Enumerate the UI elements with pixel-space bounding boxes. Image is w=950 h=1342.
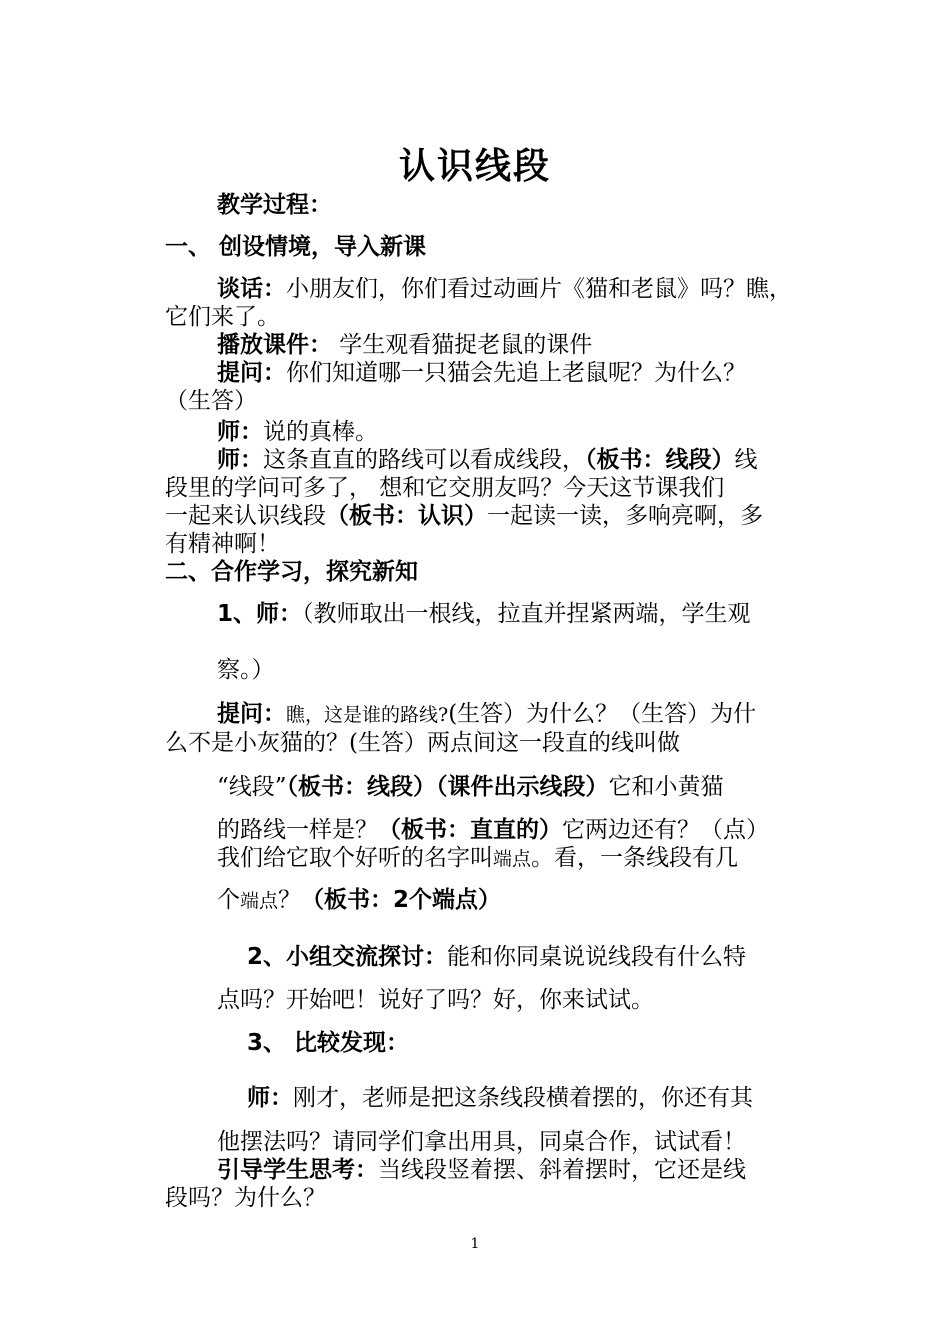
paragraph-line — [247, 1084, 872, 1112]
text-run: 一起来认识线段 — [165, 503, 326, 529]
bold-text-run: 师： — [217, 447, 263, 473]
paragraph-line — [165, 1184, 790, 1212]
text-run: 段吗？为什么？ — [165, 1185, 326, 1211]
section-heading — [165, 558, 790, 586]
bold-text-run: 3、 比较发现： — [247, 1030, 410, 1056]
bold-text-run: 播放课件： — [217, 332, 332, 358]
paragraph-line — [165, 502, 790, 530]
text-run: 我们给它取个好听的名字叫 — [217, 845, 493, 871]
text-run: 它两边还有？（点） — [562, 817, 769, 843]
text-run: 能和你同桌说说线段有什么特 — [447, 944, 747, 970]
bold-text-run: （板书：线段） — [585, 447, 735, 473]
paragraph-line — [217, 418, 842, 446]
bold-text-run: 提问： — [217, 360, 286, 386]
text-run: 个 — [217, 887, 240, 913]
text-run: 端点 — [240, 890, 279, 912]
paragraph-line — [165, 729, 790, 757]
paragraph-line — [217, 773, 842, 801]
text-run: 端点 — [493, 848, 532, 870]
paragraph-line — [217, 886, 842, 915]
bold-text-run: 一、 创设情境，导入新课 — [165, 234, 427, 260]
paragraph-line — [217, 359, 842, 387]
text-run: 。看，一条线段有几 — [531, 845, 739, 871]
paragraph-line — [165, 303, 790, 331]
text-run: 的路线一样是？ — [217, 817, 378, 843]
text-run: 学生观看猫捉老鼠的课件 — [332, 332, 593, 358]
paragraph-line — [165, 474, 790, 502]
text-run: ？ — [278, 887, 302, 913]
bold-text-run: 提问： — [217, 701, 286, 727]
paragraph-line — [247, 1029, 872, 1057]
text-run: 线 — [734, 447, 758, 473]
paragraph-line — [165, 530, 790, 558]
bold-text-run: （板书：直直的） — [378, 817, 562, 843]
document-title: 认识线段 — [398, 146, 551, 187]
page-number: 1 — [470, 1236, 480, 1252]
text-run: 刚才，老师是把这条线段横着摆的，你还有其 — [293, 1085, 753, 1111]
text-run: 这条直直的路线可以看成线段， — [263, 447, 585, 473]
text-run: （生答） — [165, 388, 257, 414]
bold-text-run: 师： — [247, 1085, 293, 1111]
text-run: 当线段竖着摆、斜着摆时，它还是线 — [378, 1157, 746, 1183]
text-run: 察。） — [217, 657, 275, 683]
bold-text-run: 二、合作学习，探究新知 — [165, 559, 418, 585]
bold-text-run: 引导学生思考： — [217, 1157, 378, 1183]
text-run: 瞧，这是谁的路线? — [286, 704, 449, 726]
paragraph-line — [217, 191, 842, 219]
text-run: 点吗？开始吧！说好了吗？好，你来试试。 — [217, 987, 654, 1013]
paragraph-line — [165, 387, 790, 415]
bold-text-run: 教学过程： — [217, 192, 332, 218]
paragraph-line — [217, 275, 842, 303]
text-run: 有精神啊！ — [165, 531, 280, 557]
bold-text-run: （板书：认识） — [326, 503, 487, 529]
bold-text-run: 1、师： — [217, 601, 303, 627]
paragraph-line — [217, 816, 842, 844]
paragraph-line — [217, 600, 842, 628]
text-run: 它们来了。 — [165, 304, 280, 330]
bold-text-run: 师： — [217, 419, 263, 445]
text-run: “线段” — [217, 774, 287, 800]
text-run: 说的真棒。 — [263, 419, 378, 445]
bold-text-run: （板书：线段）（课件出示线段） — [286, 774, 609, 800]
paragraph-line — [217, 1128, 842, 1156]
text-run: 你们知道哪一只猫会先追上老鼠呢？为什么？ — [286, 360, 746, 386]
text-run: 小朋友们，你们看过动画片《猫和老鼠》吗？瞧， — [286, 276, 792, 302]
bold-text-run: 2、小组交流探讨： — [247, 944, 448, 970]
paragraph-line — [217, 331, 842, 359]
text-run: 段里的学问可多了， 想和它交朋友吗？今天这节课我们 — [165, 475, 725, 501]
paragraph-line — [217, 446, 842, 474]
paragraph-line — [217, 844, 842, 873]
text-run: (生答）为什么？（生答）为什 — [448, 701, 757, 727]
bold-text-run: （板书：2个端点） — [301, 887, 502, 913]
text-run: 一起读一读，多响亮啊，多 — [487, 503, 763, 529]
paragraph-line — [247, 943, 872, 971]
text-run: 他摆法吗？请同学们拿出用具，同桌合作，试试看！ — [217, 1129, 746, 1155]
paragraph-line — [217, 656, 842, 684]
text-run: （教师取出一根线，拉直并捏紧两端，学生观 — [302, 601, 751, 627]
paragraph-line — [217, 700, 842, 729]
text-run: 它和小黄猫 — [608, 774, 724, 800]
paragraph-line — [217, 986, 842, 1014]
bold-text-run: 谈话： — [217, 276, 286, 302]
paragraph-line — [217, 1156, 842, 1184]
text-run: 么不是小灰猫的？(生答）两点间这一段直的线叫做 — [165, 730, 680, 756]
section-heading — [165, 233, 790, 261]
